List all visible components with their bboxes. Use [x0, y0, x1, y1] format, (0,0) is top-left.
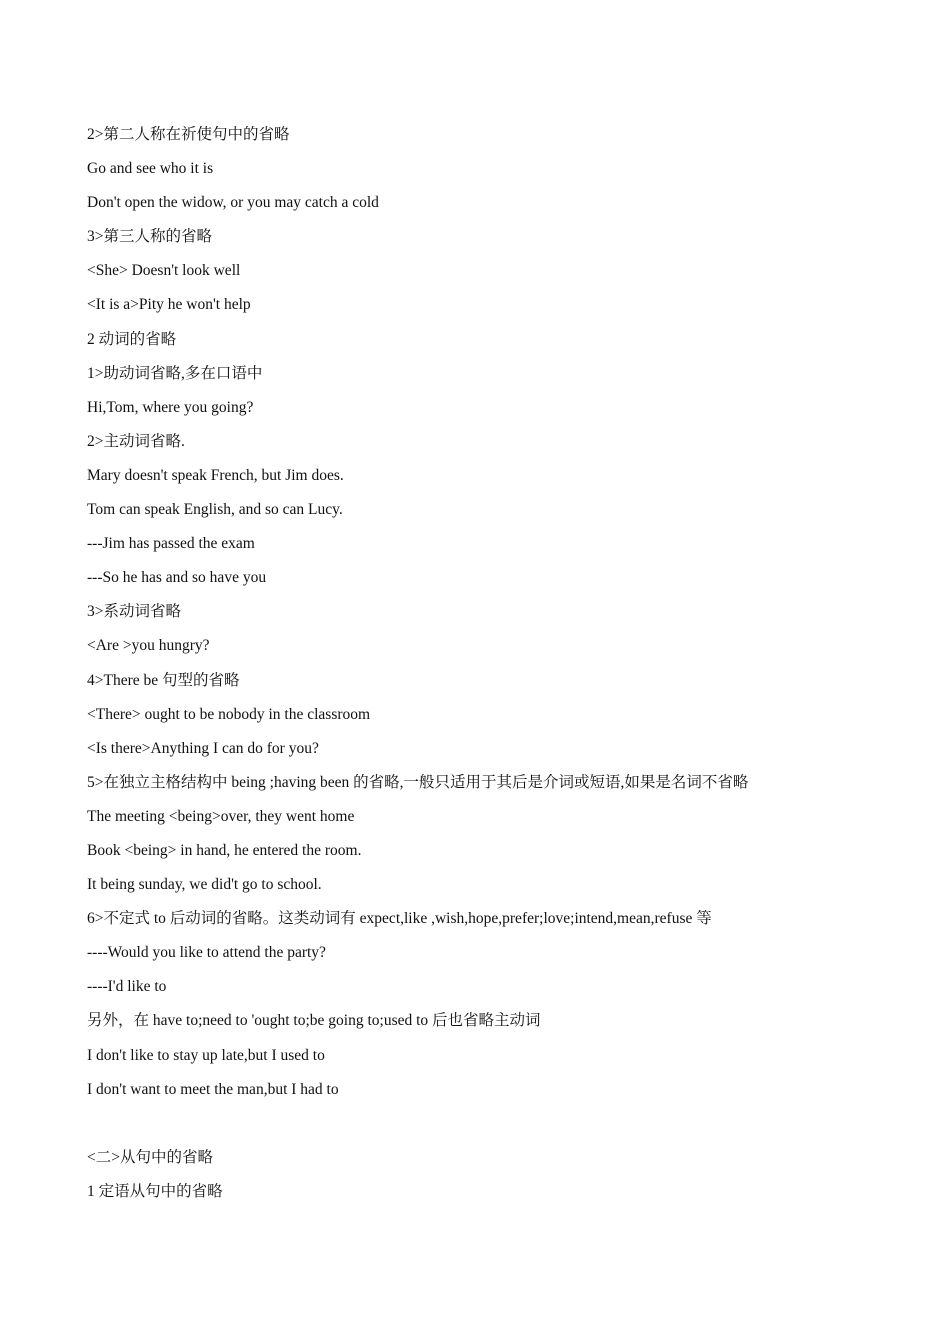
- text-line: 4>There be 句型的省略: [87, 671, 240, 689]
- text-line: It being sunday, we did't go to school.: [87, 876, 322, 894]
- text-line: 3>系动词省略: [87, 603, 181, 621]
- text-line: <It is a>Pity he won't help: [87, 296, 251, 314]
- text-line: 2 动词的省略: [87, 330, 177, 348]
- subsection-heading: 1 定语从句中的省略: [87, 1182, 223, 1200]
- text-line: Hi,Tom, where you going?: [87, 398, 254, 416]
- text-line: 5>在独立主格结构中 being ;having been 的省略,一般只适用于其后是介词或短语,如果是名词不省略: [87, 773, 749, 791]
- text-line: Tom can speak English, and so can Lucy.: [87, 501, 343, 519]
- text-line: 2>第二人称在祈使句中的省略: [87, 126, 290, 143]
- section-heading: <二>从句中的省略: [87, 1148, 213, 1166]
- text-line: I don't like to stay up late,but I used to: [87, 1046, 325, 1064]
- text-line: Don't open the widow, or you may catch a cold: [87, 194, 379, 212]
- text-line: <She> Doesn't look well: [87, 262, 241, 280]
- text-line: <There> ought to be nobody in the classroom: [87, 705, 371, 723]
- text-line: Go and see who it is: [87, 160, 214, 178]
- text-line: 6>不定式 to 后动词的省略。这类动词有 expect,like ,wish,hope,prefer;love;intend,mean,refuse 等: [87, 910, 712, 928]
- text-line: ---So he has and so have you: [87, 569, 267, 587]
- text-line: Book <being> in hand, he entered the room.: [87, 841, 362, 859]
- text-line: 2>主动词省略.: [87, 432, 185, 450]
- text-line: Mary doesn't speak French, but Jim does.: [87, 466, 344, 484]
- blank-line: [87, 1107, 867, 1141]
- text-line: <Is there>Anything I can do for you?: [87, 739, 319, 757]
- text-line: ----I'd like to: [87, 978, 167, 996]
- text-line: 3>第三人称的省略: [87, 228, 212, 246]
- text-line: 另外，在 have to;need to 'ought to;be going to;used to 后也省略主动词: [87, 1012, 541, 1030]
- text-line: <Are >you hungry?: [87, 637, 210, 655]
- text-line: ---Jim has passed the exam: [87, 535, 255, 553]
- text-line: 1>助动词省略,多在口语中: [87, 364, 263, 382]
- text-line: I don't want to meet the man,but I had to: [87, 1080, 339, 1098]
- document-body: [87, 118, 867, 1209]
- text-line: The meeting <being>over, they went home: [87, 807, 355, 825]
- text-line: ----Would you like to attend the party?: [87, 944, 326, 962]
